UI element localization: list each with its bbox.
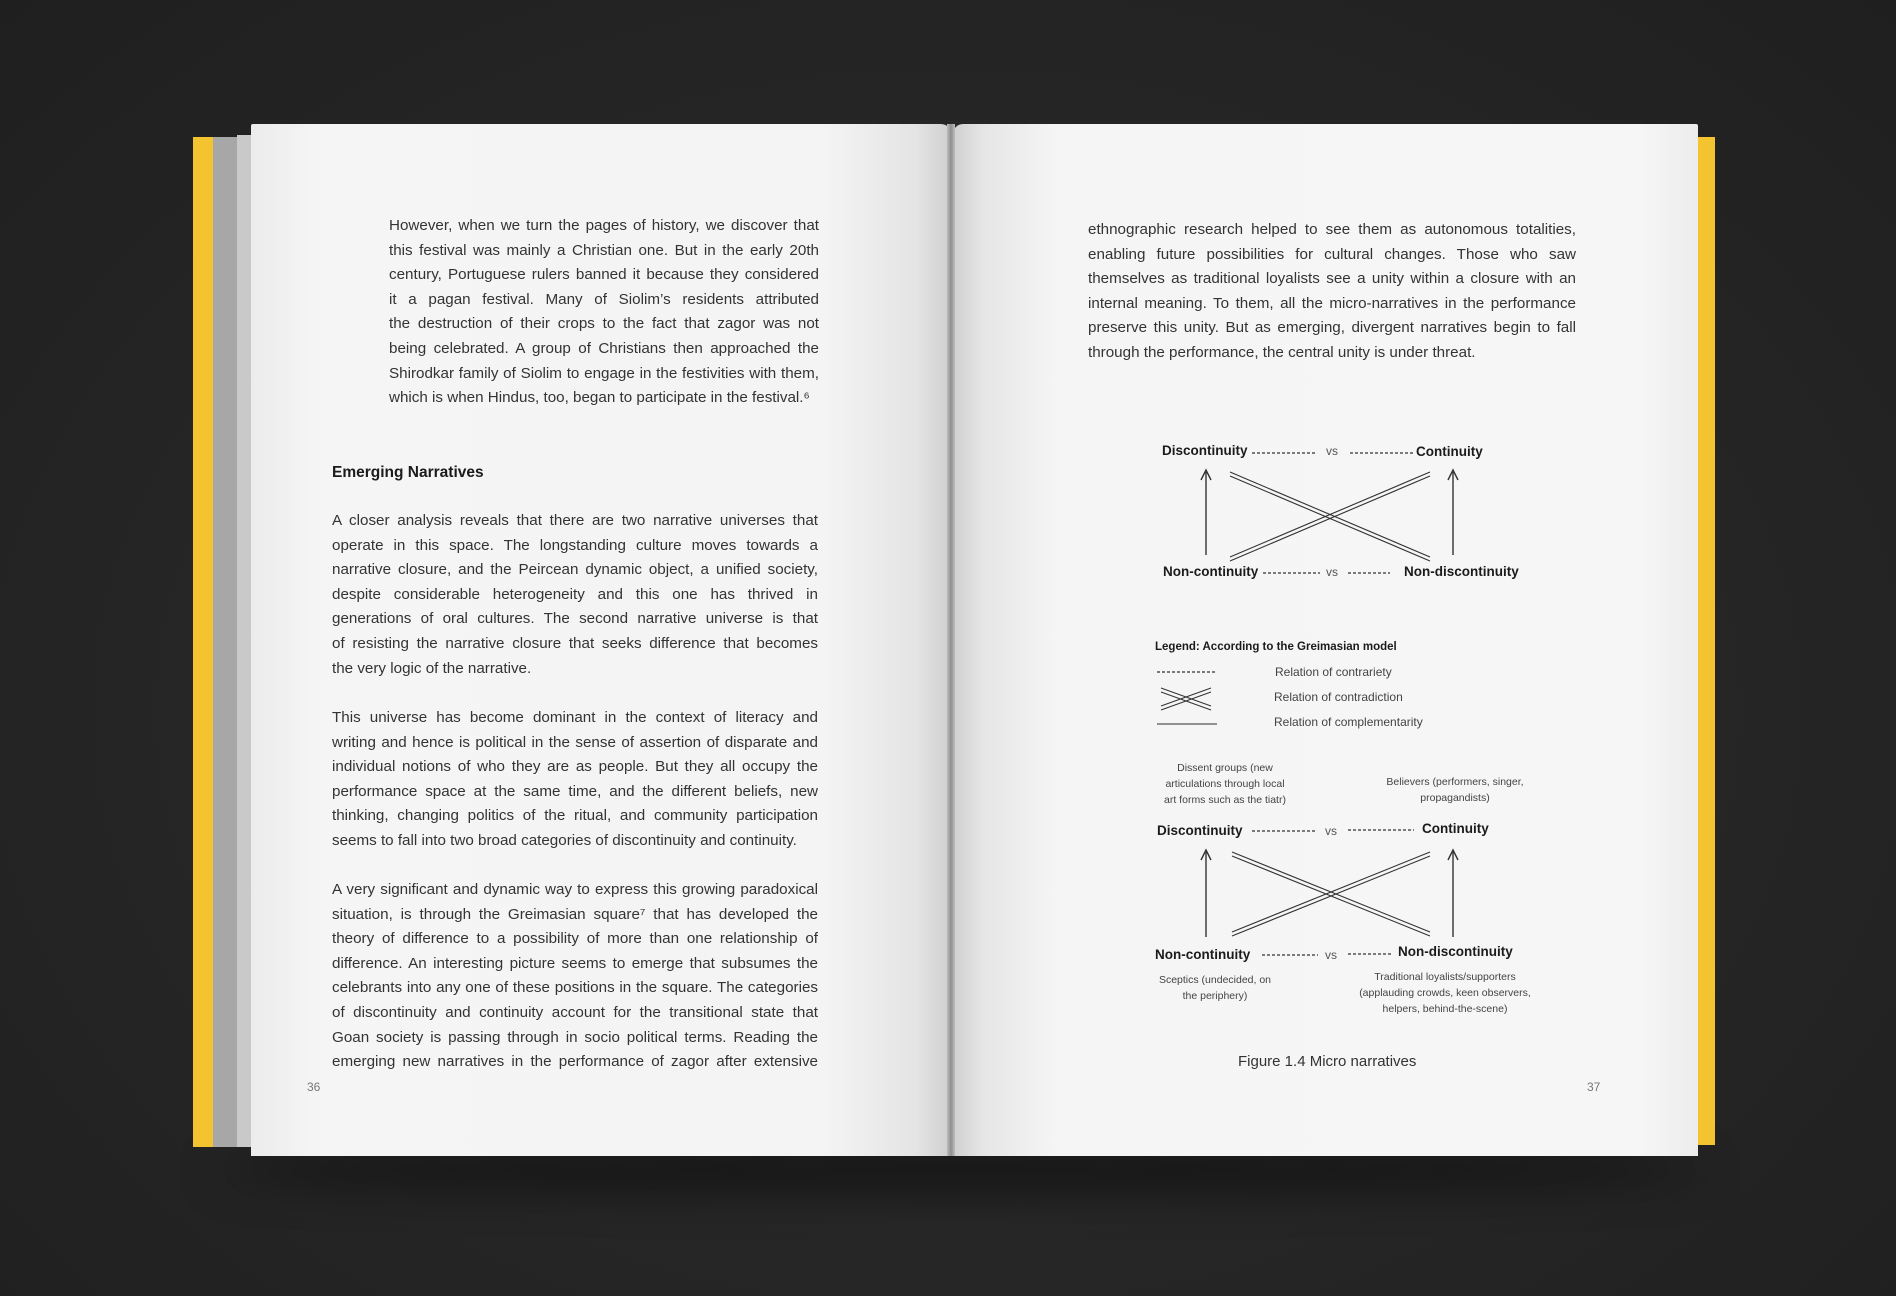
text-line: difference. An interesting picture seems to emerge that subsumes the — [332, 954, 818, 972]
text-line: the destruction of their crops to the fact that zagor was not — [389, 315, 819, 333]
note-line: propagandists) — [1420, 792, 1490, 804]
text-line: of discontinuity and continuity account for the transitional state that — [332, 1003, 818, 1021]
text-line: seems to fall into two broad categories of discontinuity and continuity. — [332, 831, 797, 849]
note-line: (applauding crowds, keen observers, — [1359, 987, 1531, 999]
note-line: Traditional loyalists/supporters — [1374, 971, 1516, 983]
right-cover-edge — [1698, 137, 1715, 1145]
text-line: Shirodkar family of Siolim to engage in the festivities with them, — [389, 364, 819, 382]
text-line: generations of oral cultures. The second narrative universe is that — [332, 610, 818, 628]
text-line: However, when we turn the pages of history, we discover that — [389, 217, 819, 234]
note-dissent-groups — [1130, 760, 1320, 808]
note-line: Dissent groups (new — [1177, 762, 1273, 774]
diagram1-vs-top: vs — [1326, 444, 1338, 458]
diagram2-lines — [1190, 820, 1470, 965]
text-line: operate in this space. The longstanding culture moves towards a — [332, 536, 818, 554]
text-line: celebrants into any one of these positions in the square. The categories — [332, 979, 818, 997]
left-paragraph-3 — [332, 706, 818, 854]
page-number-right: 37 — [1587, 1080, 1601, 1094]
text-line: this festival was mainly a Christian one. But in the early 20th — [389, 241, 819, 259]
text-line: situation, is through the Greimasian square⁷ that has developed the — [332, 905, 818, 923]
book-shadow — [215, 1150, 1705, 1190]
text-line: narrative closure, and the Peircean dynamic object, a unified society, — [332, 561, 818, 579]
book-gutter — [947, 124, 955, 1156]
note-line: Believers (performers, singer, — [1386, 776, 1524, 788]
diagram1-continuity: Continuity — [1416, 444, 1483, 459]
left-paragraph-1 — [389, 214, 819, 411]
diagram2-non-discontinuity: Non-discontinuity — [1398, 944, 1513, 959]
diagram1-non-discontinuity: Non-discontinuity — [1404, 564, 1519, 579]
diagram2-discontinuity: Discontinuity — [1157, 823, 1243, 838]
text-line: of resisting the narrative closure that seeks difference that becomes — [332, 634, 818, 652]
text-line: the very logic of the narrative. — [332, 659, 532, 677]
diagram2-non-continuity: Non-continuity — [1155, 947, 1251, 962]
text-line: it a pagan festival. Many of Siolim’s residents attributed — [389, 290, 819, 308]
diagram2-vs-bottom: vs — [1325, 948, 1337, 962]
text-line: thinking, changing politics of the ritual, and community participation — [332, 807, 818, 825]
text-line: enabling future possibilities for cultural changes. Those who saw — [1088, 245, 1576, 263]
note-line: Sceptics (undecided, on — [1158, 974, 1272, 986]
left-page-stack — [213, 137, 237, 1147]
page-number-left: 36 — [307, 1080, 321, 1094]
text-line: theory of difference to a possibility of more than one relationship of — [332, 930, 818, 948]
note-believers — [1355, 774, 1555, 806]
diagram2-vs-top: vs — [1325, 824, 1337, 838]
note-line: articulations through local — [1165, 778, 1285, 790]
legend-item-contrariety: Relation of contrariety — [1275, 665, 1392, 679]
note-line: art forms such as the tiatr) — [1164, 794, 1286, 806]
note-traditional-loyalists — [1335, 969, 1555, 1017]
left-paragraph-2 — [332, 509, 818, 681]
legend-swatches — [1155, 662, 1225, 730]
text-line: themselves as traditional loyalists see a unity within a closure with an — [1088, 270, 1576, 288]
text-line: emerging new narratives in the performance of zagor after extensive — [332, 1053, 818, 1071]
text-line: performance space at the same time, and the different beliefs, new — [332, 782, 818, 800]
text-line: century, Portuguese rulers banned it because they considered — [389, 266, 819, 284]
figure-caption: Figure 1.4 Micro narratives — [1238, 1053, 1417, 1070]
diagram1-vs-bottom: vs — [1326, 565, 1338, 579]
legend-item-complementarity: Relation of complementarity — [1274, 715, 1423, 729]
text-line: This universe has become dominant in the context of literacy and — [332, 709, 818, 726]
left-paragraph-4 — [332, 878, 818, 1075]
note-sceptics — [1130, 972, 1300, 1004]
diagram1-lines — [1190, 440, 1470, 580]
left-cover-edge — [193, 137, 213, 1147]
text-line: A closer analysis reveals that there are two narrative universes that — [332, 512, 818, 529]
left-page-stack-inner — [237, 135, 251, 1147]
text-line: preserve this unity. But as emerging, divergent narratives begin to fall — [1088, 319, 1576, 337]
text-line: internal meaning. To them, all the micro-narratives in the performance — [1088, 294, 1576, 312]
text-line: A very significant and dynamic way to express this growing paradoxical — [332, 881, 818, 898]
text-line: which is when Hindus, too, began to participate in the festival.⁶ — [389, 389, 810, 407]
legend-item-contradiction: Relation of contradiction — [1274, 690, 1403, 704]
diagram2-continuity: Continuity — [1422, 821, 1489, 836]
note-line: helpers, behind-the-scene) — [1382, 1003, 1508, 1015]
section-heading: Emerging Narratives — [332, 464, 484, 481]
text-line: being celebrated. A group of Christians then approached the — [389, 339, 819, 357]
note-line: the periphery) — [1182, 990, 1248, 1002]
text-line: despite considerable heterogeneity and this one has thrived in — [332, 585, 818, 603]
text-line: writing and hence is political in the sense of assertion of disparate and — [332, 733, 818, 751]
text-line: Goan society is passing through in socio political terms. Reading the — [332, 1028, 818, 1046]
text-line: ethnographic research helped to see them as autonomous totalities, — [1088, 221, 1576, 238]
diagram1-discontinuity: Discontinuity — [1162, 443, 1248, 458]
text-line: individual notions of who they are as people. But they all occupy the — [332, 758, 818, 776]
diagram1-non-continuity: Non-continuity — [1163, 564, 1259, 579]
right-paragraph-1 — [1088, 218, 1576, 366]
text-line: through the performance, the central unity is under threat. — [1088, 343, 1476, 361]
legend-title: Legend: According to the Greimasian model — [1155, 641, 1397, 653]
